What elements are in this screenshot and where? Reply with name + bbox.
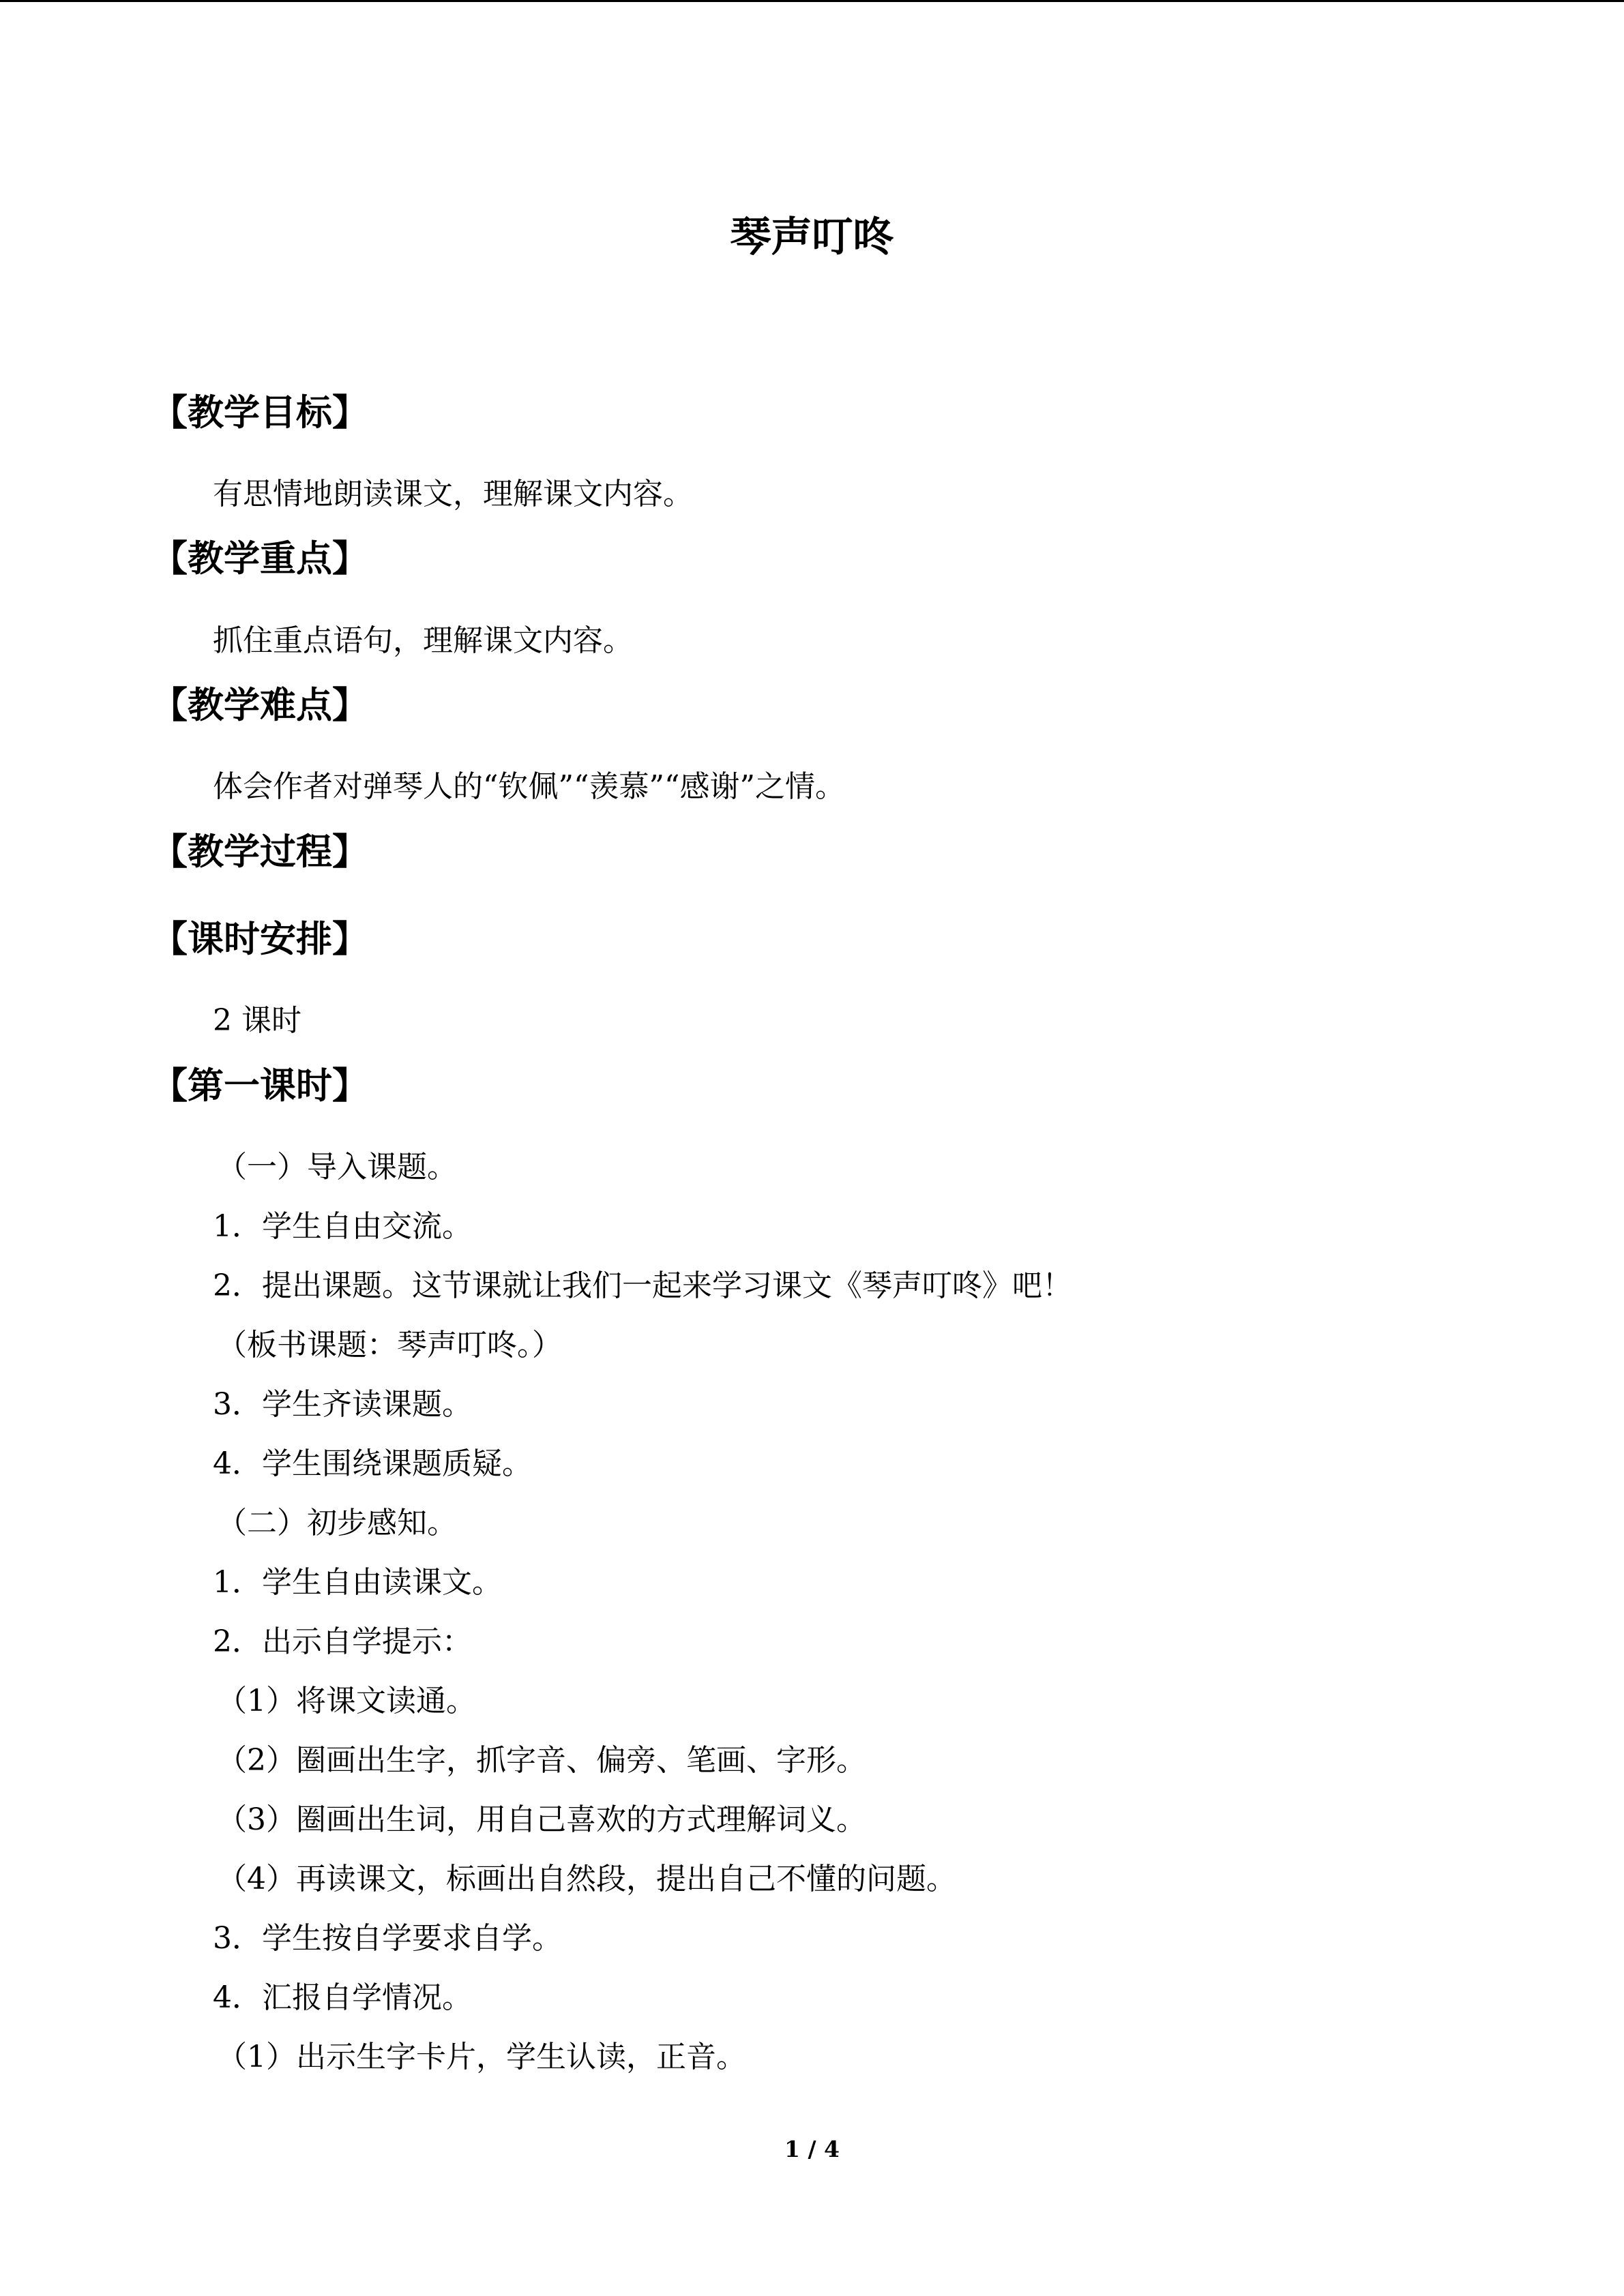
heading-key-points: 【教学重点】 (151, 538, 368, 580)
lesson-line: （二）初步感知。 (217, 1506, 457, 1540)
lesson-line: 4．汇报自学情况。 (213, 1980, 472, 2015)
lesson-line: （板书课题：琴声叮咚。） (217, 1328, 562, 1362)
page-title: 琴声叮咚 (730, 213, 894, 261)
objectives-text: 有思情地朗读课文，理解课文内容。 (213, 477, 693, 511)
lesson-line: 2．出示自学提示： (213, 1624, 472, 1659)
lesson-line: 3．学生齐读课题。 (213, 1387, 472, 1422)
schedule-text: 2 课时 (213, 1003, 301, 1038)
lesson-line: （1）将课文读通。 (217, 1684, 476, 1718)
heading-difficulties: 【教学难点】 (151, 685, 368, 726)
lesson-line: （一）导入课题。 (217, 1150, 457, 1184)
lesson-line: 2．提出课题。这节课就让我们一起来学习课文《琴声叮咚》吧！ (213, 1268, 1072, 1303)
lesson-line: （4）再读课文，标画出自然段，提出自己不懂的问题。 (217, 1862, 956, 1896)
heading-first-lesson: 【第一课时】 (151, 1065, 368, 1107)
page-top-border (0, 0, 1624, 2)
lesson-line: （1）出示生字卡片，学生认读，正音。 (217, 2040, 746, 2074)
heading-process: 【教学过程】 (151, 831, 368, 873)
heading-schedule: 【课时安排】 (151, 919, 368, 960)
lesson-line: （3）圈画出生词，用自己喜欢的方式理解词义。 (217, 1802, 866, 1837)
lesson-line: 1．学生自由交流。 (213, 1209, 472, 1244)
lesson-line: 3．学生按自学要求自学。 (213, 1921, 562, 1956)
lesson-line: 1．学生自由读课文。 (213, 1565, 502, 1600)
lesson-line: 4．学生围绕课题质疑。 (213, 1446, 532, 1481)
difficulties-text: 体会作者对弹琴人的“钦佩”“羡慕”“感谢”之情。 (213, 769, 845, 804)
heading-objectives: 【教学目标】 (151, 392, 368, 434)
key-points-text: 抓住重点语句，理解课文内容。 (213, 623, 633, 658)
page-number: 1 / 4 (784, 2136, 840, 2162)
lesson-line: （2）圈画出生字，抓字音、偏旁、笔画、字形。 (217, 1743, 866, 1778)
